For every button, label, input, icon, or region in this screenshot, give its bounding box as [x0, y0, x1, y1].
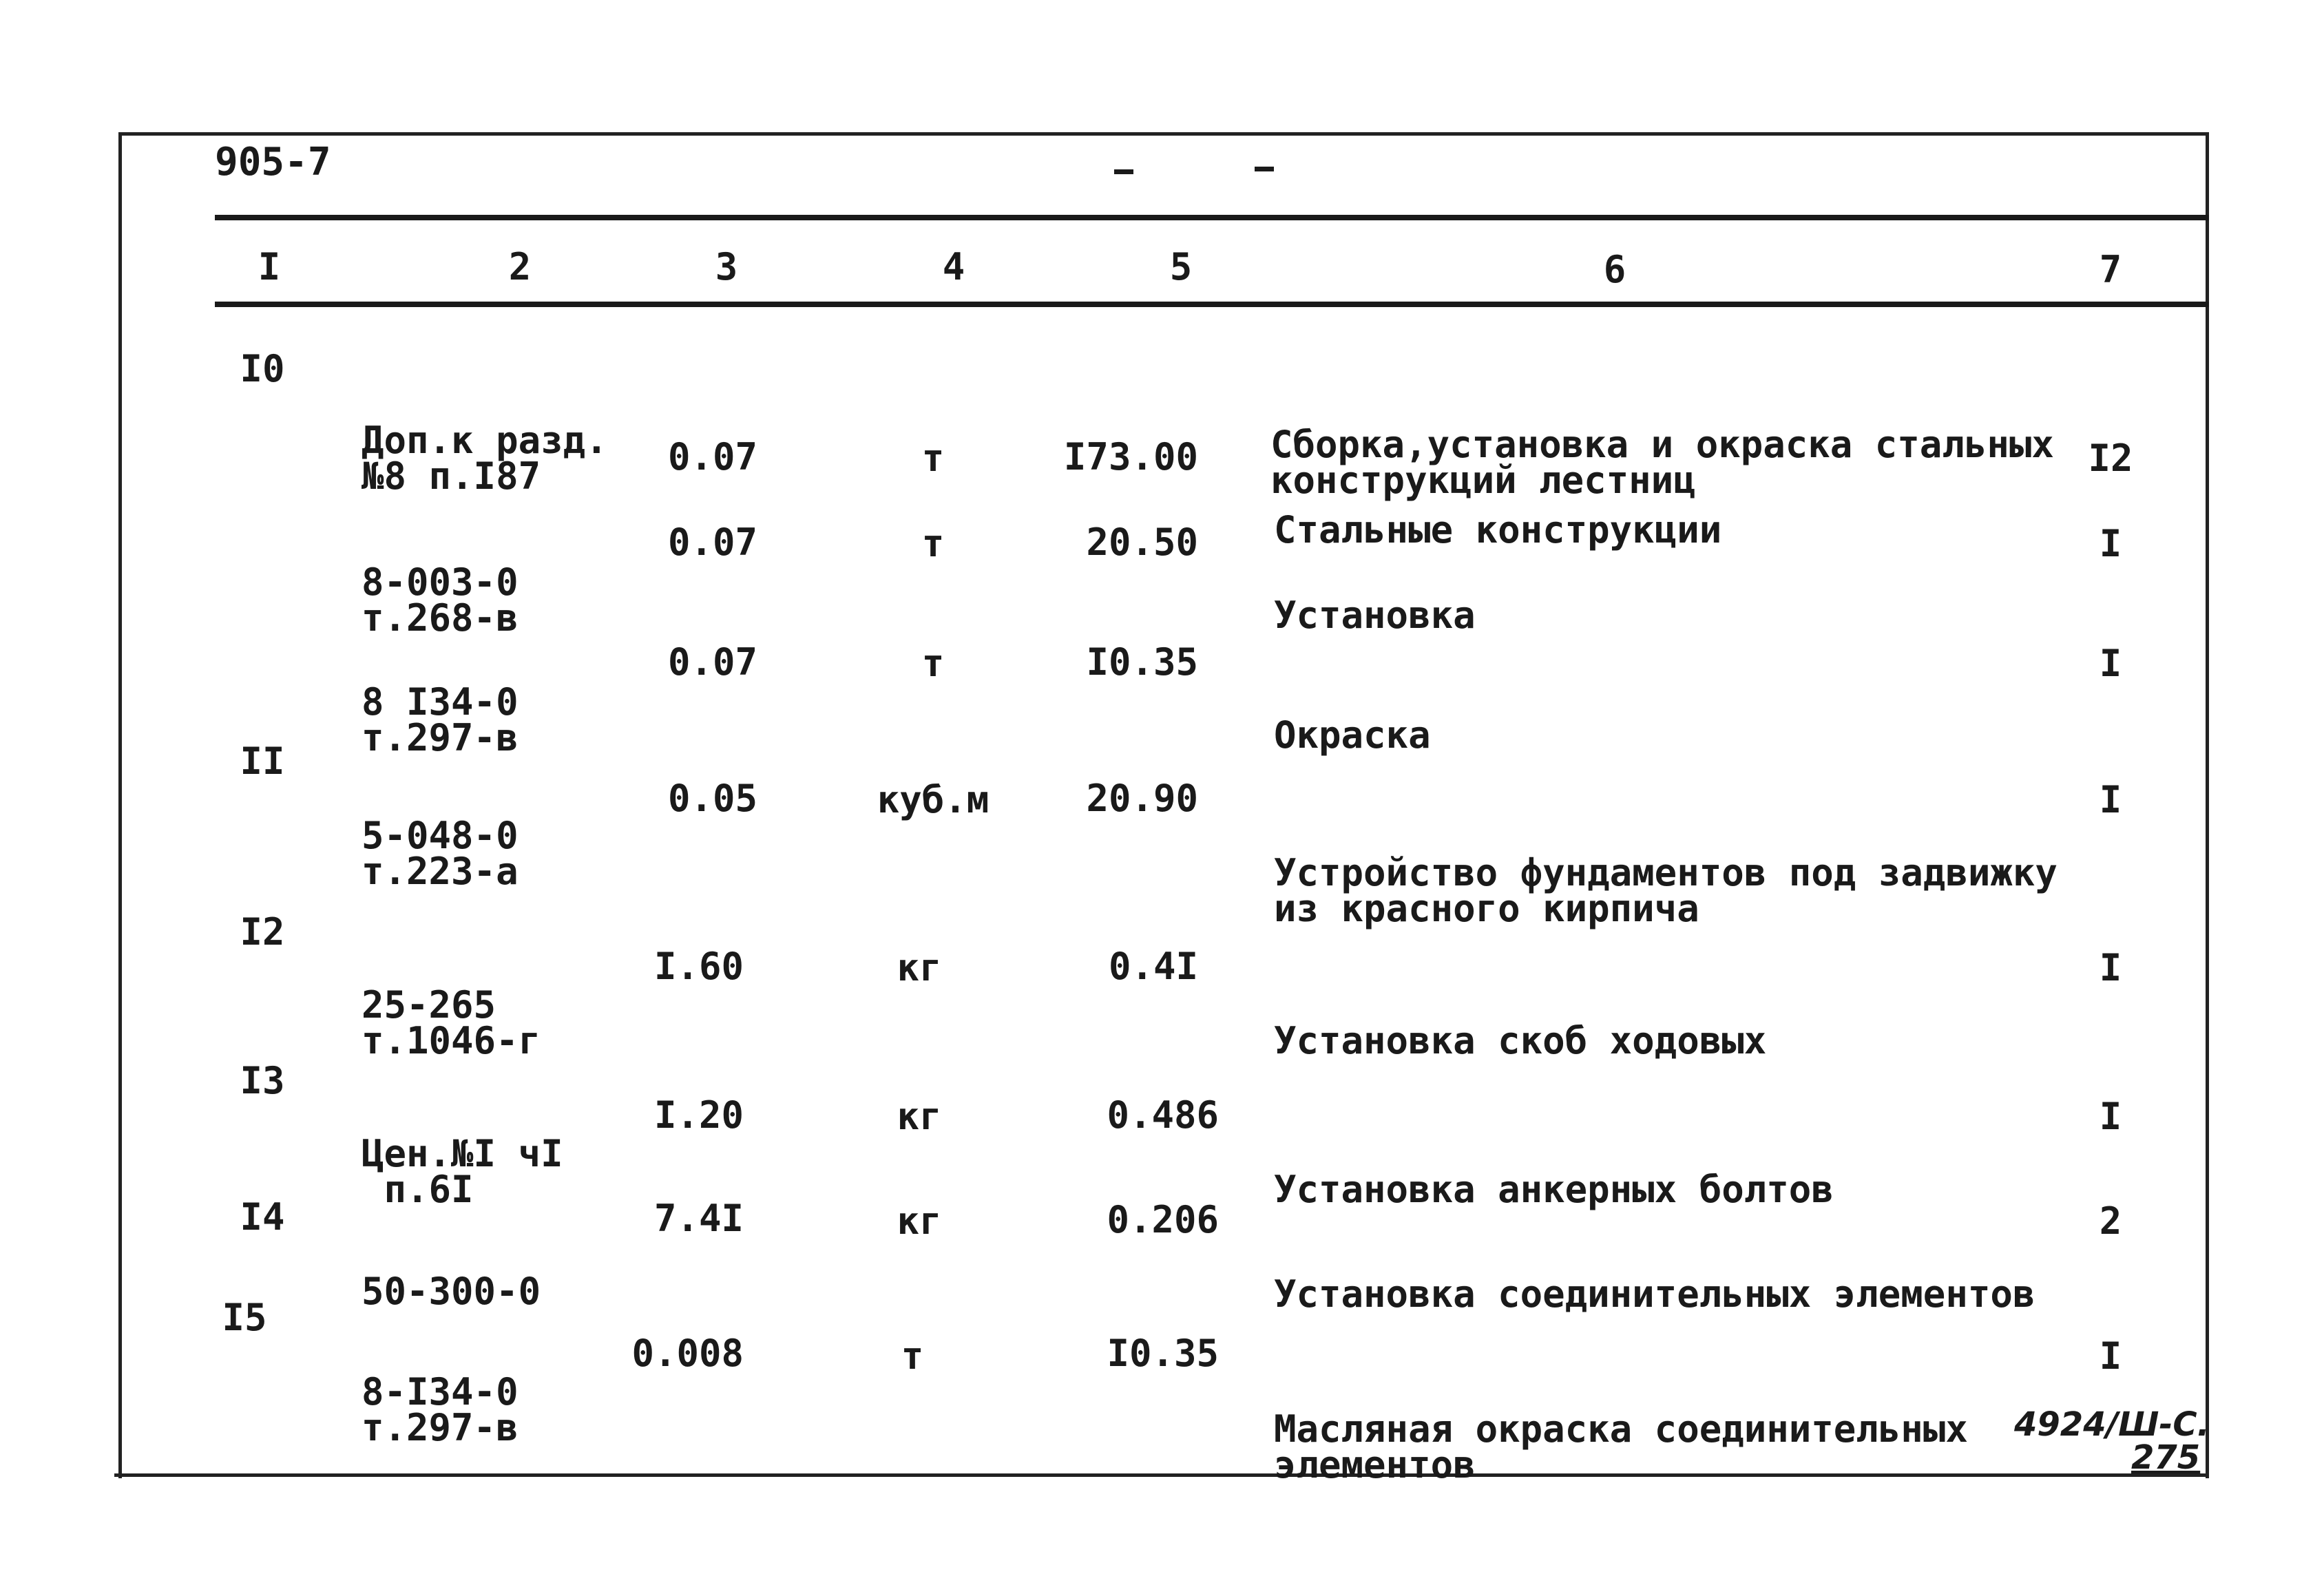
column-header-3: 3	[715, 245, 738, 288]
unit: т	[901, 1334, 924, 1378]
row-number: I4	[240, 1195, 285, 1239]
unit-price: 0.4I	[1108, 945, 1198, 988]
norm-code: 8-003-0 т.268-в	[362, 560, 519, 640]
header-dash	[1114, 169, 1133, 174]
header-dash	[1255, 167, 1274, 171]
unit: т	[921, 437, 945, 480]
unit: кг	[897, 1199, 942, 1243]
unit: куб.м	[877, 778, 990, 821]
work-description: Окраска	[1274, 713, 1431, 757]
column-7-value: I	[2099, 778, 2122, 821]
norm-code: 50-300-0	[362, 1270, 541, 1313]
column-7-value: I	[2099, 1095, 2122, 1138]
quantity: 7.4I	[653, 1197, 744, 1240]
column-header-1: I	[258, 245, 281, 288]
frame-right-border	[2206, 132, 2209, 1478]
column-7-value: I	[2099, 1334, 2122, 1378]
norm-code: 8-I34-0 т.297-в	[362, 1370, 519, 1449]
column-7-value: I	[2099, 642, 2122, 685]
unit-price: 20.90	[1086, 777, 1198, 820]
header-rule-bottom	[215, 302, 2209, 307]
row-number: I0	[240, 347, 285, 390]
column-header-7: 7	[2099, 248, 2122, 291]
unit-price: I0.35	[1107, 1332, 1219, 1375]
quantity: 0.05	[667, 777, 757, 820]
quantity: 0.07	[667, 435, 757, 479]
work-description: Установка анкерных болтов	[1274, 1168, 1834, 1211]
unit: кг	[897, 1095, 942, 1138]
row-number: II	[240, 739, 285, 783]
column-header-6: 6	[1603, 248, 1626, 291]
unit-price: I0.35	[1086, 640, 1198, 684]
norm-code: Цен.№I чI п.6I	[362, 1132, 563, 1211]
header-rule-top	[215, 215, 2209, 220]
column-header-2: 2	[508, 245, 532, 288]
norm-code: Доп.к разд. №8 п.I87	[362, 419, 608, 498]
work-description: Сборка,установка и окраска стальных конструкций лестниц	[1270, 423, 2054, 502]
column-7-value: I2	[2088, 437, 2133, 480]
unit: т	[921, 642, 945, 685]
quantity: I.60	[653, 945, 744, 988]
quantity: 0.07	[667, 640, 757, 684]
norm-code: 5-048-0 т.223-а	[362, 814, 519, 893]
frame-left-border	[118, 132, 122, 1478]
work-description: Установка соединительных элементов	[1274, 1272, 2035, 1316]
column-header-4: 4	[942, 245, 965, 288]
norm-code: 25-265 т.1046-г	[362, 983, 541, 1062]
unit: т	[921, 522, 945, 565]
column-7-value: I	[2099, 946, 2122, 989]
document-code: 905-7	[215, 140, 331, 185]
unit: кг	[897, 946, 942, 989]
quantity: 0.07	[667, 521, 757, 564]
row-number: I3	[240, 1059, 285, 1102]
norm-code: 8 I34-0 т.297-в	[362, 680, 519, 759]
column-7-value: I	[2099, 522, 2122, 565]
work-description: Установка	[1274, 594, 1476, 637]
unit-price: I73.00	[1063, 435, 1198, 479]
unit-price: 0.486	[1107, 1093, 1219, 1137]
column-header-5: 5	[1169, 245, 1193, 288]
unit-price: 0.206	[1107, 1198, 1219, 1241]
quantity: 0.008	[631, 1332, 744, 1375]
work-description: Устройство фундаментов под задвижку из красного кирпича	[1274, 851, 2058, 930]
quantity: I.20	[653, 1093, 744, 1137]
row-number: I5	[222, 1296, 267, 1339]
unit-price: 20.50	[1086, 521, 1198, 564]
work-description: Стальные конструкции	[1274, 508, 1722, 552]
column-7-value: 2	[2099, 1199, 2122, 1243]
page-reference-stamp: 4924/Ш-С. 275	[2014, 1405, 2210, 1477]
frame-top-border	[118, 132, 2209, 136]
work-description: Масляная окраска соединительных элементов	[1274, 1407, 1968, 1487]
row-number: I2	[240, 910, 285, 954]
work-description: Установка скоб ходовых	[1274, 1019, 1767, 1062]
